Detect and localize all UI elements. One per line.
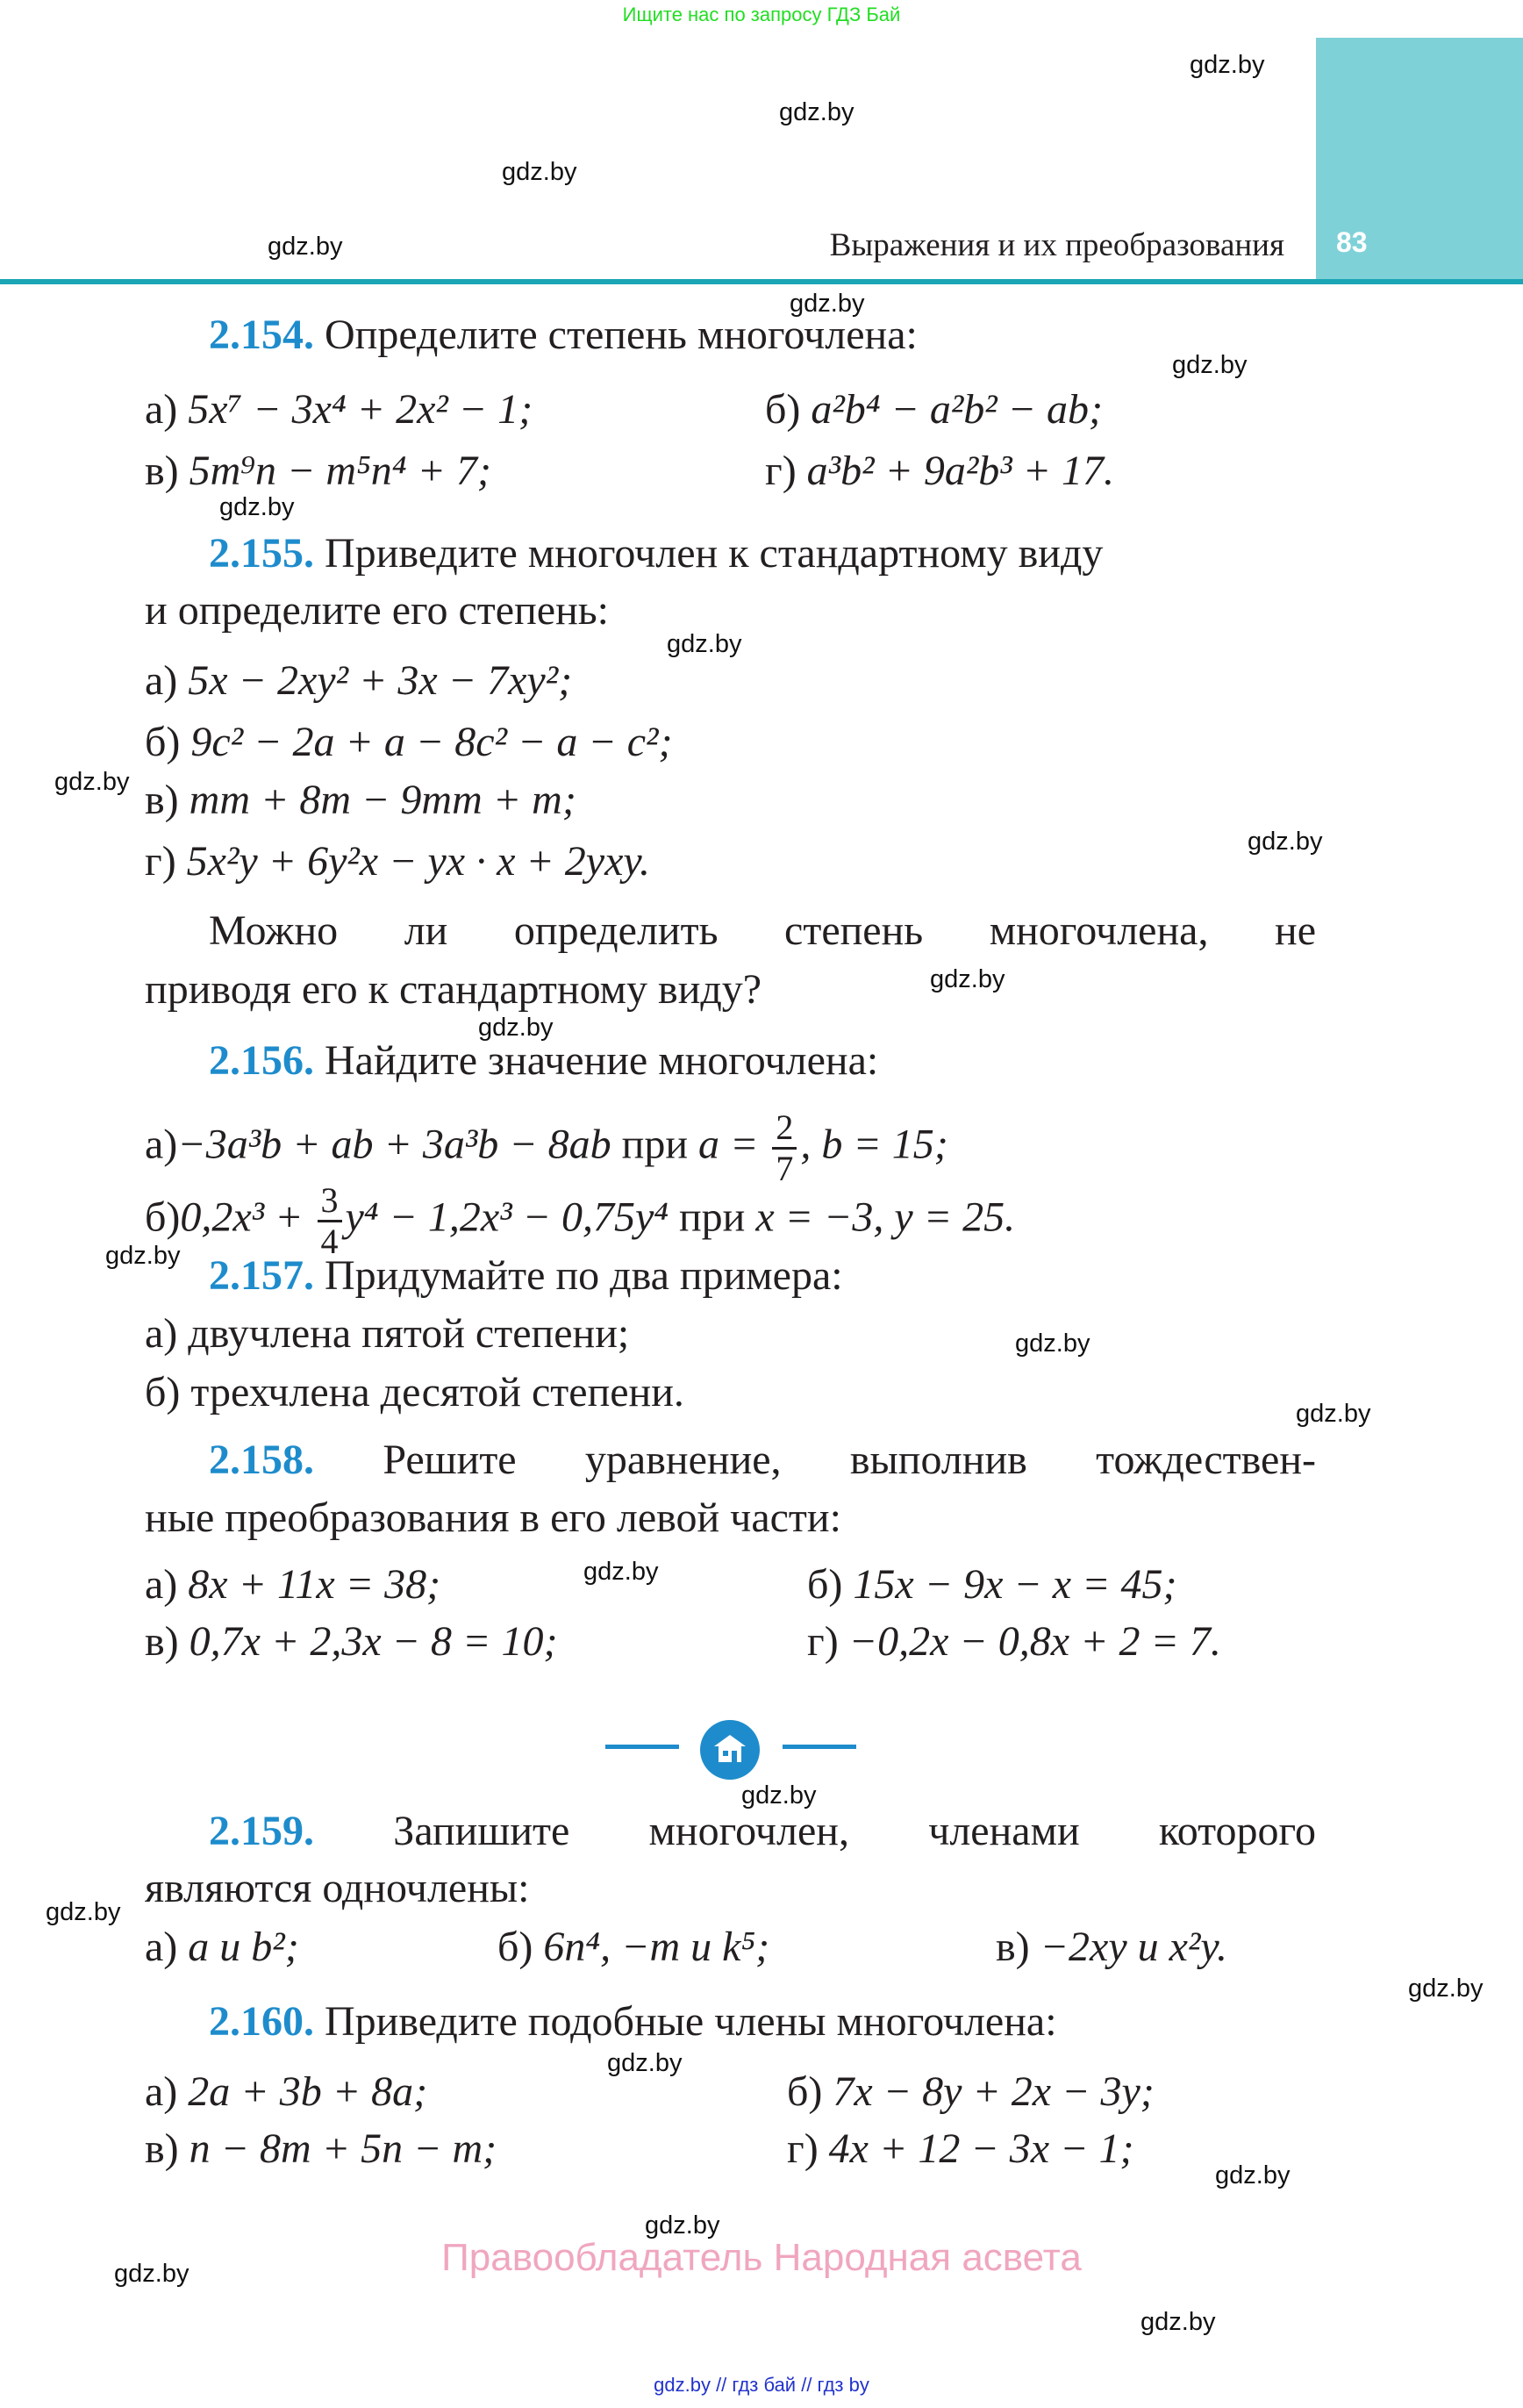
item-label: г) — [787, 2125, 819, 2172]
condition-lhs: a = — [698, 1121, 759, 1168]
item-expr: −2xy и x²y. — [1040, 1924, 1228, 1970]
watermark: gdz.by — [1172, 351, 1248, 379]
problem-2-156-title — [209, 1037, 879, 1084]
problem-text: Запишите многочлен, членами которого — [393, 1808, 1316, 1854]
item-b — [787, 2068, 1155, 2115]
item-expr: −3a³b + ab + 3a³b − 8ab — [177, 1121, 611, 1168]
problem-text: Определите степень многочлена: — [325, 312, 918, 358]
item-b — [145, 1180, 1016, 1261]
watermark: gdz.by — [1248, 828, 1323, 856]
item-a — [145, 386, 533, 433]
item-a — [145, 657, 573, 704]
denominator: 4 — [320, 1222, 339, 1261]
question-line-2: приводя его к стандартному виду? — [145, 966, 762, 1013]
item-a — [145, 1107, 948, 1188]
item-expr: 6n⁴, −m и k⁵; — [543, 1924, 770, 1970]
item-b — [145, 721, 672, 763]
problem-text: Решите уравнение, выполнив тождествен- — [383, 1437, 1316, 1483]
item-label: а) — [145, 1310, 178, 1357]
item-label: а) — [145, 1121, 178, 1168]
problem-number: 2.156. — [209, 1037, 314, 1084]
item-label: в) — [145, 2125, 179, 2172]
problem-text-cont: и определите его степень: — [145, 587, 609, 634]
problem-number: 2.159. — [209, 1808, 314, 1854]
item-b — [807, 1561, 1177, 1608]
running-title: Выражения и их преобразования — [829, 227, 1284, 263]
problem-number: 2.158. — [209, 1437, 314, 1483]
item-expr: 0,7x + 2,3x − 8 = 10; — [189, 1618, 558, 1665]
watermark: gdz.by — [1215, 2161, 1291, 2189]
condition-rest: , b = 15; — [800, 1121, 948, 1168]
fraction — [772, 1107, 797, 1188]
item-expr: 15x − 9x − x = 45; — [853, 1561, 1177, 1608]
item-expr: mm + 8m − 9mm + m; — [189, 777, 576, 823]
watermark: gdz.by — [1190, 51, 1265, 79]
item-label: а) — [145, 657, 178, 704]
watermark: gdz.by — [105, 1242, 181, 1270]
watermark: gdz.by — [930, 965, 1005, 993]
watermark: gdz.by — [667, 630, 742, 658]
item-expr: n − 8m + 5n − m; — [189, 2125, 497, 2172]
watermark: gdz.by — [645, 2211, 720, 2240]
problem-2-159-title — [209, 1810, 1316, 1853]
item-label: в) — [145, 448, 179, 494]
watermark: gdz.by — [219, 493, 295, 521]
item-label: а) — [145, 2068, 178, 2115]
item-v — [996, 1926, 1227, 1968]
item-label: а) — [145, 1561, 178, 1608]
item-label: г) — [765, 448, 797, 494]
numerator: 2 — [776, 1107, 794, 1147]
condition-word: при — [678, 1193, 746, 1241]
fraction — [318, 1180, 342, 1261]
item-expr: a²b⁴ − a²b² − ab; — [811, 386, 1104, 433]
watermark: gdz.by — [583, 1558, 659, 1586]
item-expr: 5x⁷ − 3x⁴ + 2x² − 1; — [188, 386, 533, 433]
item-expr: 2a + 3b + 8a; — [188, 2068, 428, 2115]
item-a — [145, 1926, 299, 1968]
problem-number: 2.157. — [209, 1252, 314, 1299]
item-expr: 5m⁹n − m⁵n⁴ + 7; — [189, 448, 491, 494]
item-expr: a³b² + 9a²b³ + 17. — [806, 448, 1115, 494]
watermark: gdz.by — [268, 233, 343, 261]
problem-number: 2.155. — [209, 530, 314, 577]
item-expr: 8x + 11x = 38; — [188, 1561, 441, 1608]
homework-separator — [605, 1720, 860, 1773]
problem-number: 2.160. — [209, 1998, 314, 2045]
item-label: б) — [145, 1369, 181, 1415]
item-g — [787, 2125, 1134, 2172]
problem-2-155-title — [209, 530, 1104, 577]
item-b — [765, 386, 1104, 433]
item-b — [497, 1926, 769, 1968]
footer-links[interactable]: gdz.by // гдз бай // гдз by — [654, 2374, 869, 2396]
item-label: б) — [497, 1924, 533, 1970]
item-label: б) — [145, 719, 181, 765]
item-label: б) — [765, 386, 801, 433]
problem-2-160-title — [209, 1998, 1057, 2045]
item-v — [145, 1618, 558, 1665]
watermark: gdz.by — [790, 290, 865, 318]
problem-text: Найдите значение многочлена: — [325, 1037, 879, 1084]
item-label: в) — [996, 1924, 1030, 1970]
item-expr: y⁴ − 1,2x³ − 0,75y⁴ — [345, 1193, 669, 1241]
condition: x = −3, y = 25. — [755, 1193, 1016, 1241]
item-v — [145, 779, 576, 821]
watermark: gdz.by — [502, 158, 577, 186]
header-rule — [0, 279, 1523, 284]
problem-number: 2.154. — [209, 312, 314, 358]
item-text: двучлена пятой степени; — [188, 1310, 630, 1357]
problem-text: Приведите подобные члены многочлена: — [325, 1998, 1057, 2045]
watermark: gdz.by — [1408, 1974, 1484, 2003]
numerator: 3 — [320, 1180, 339, 1220]
condition-word: при — [621, 1121, 689, 1168]
watermark: gdz.by — [54, 768, 130, 796]
problem-2-157-title — [209, 1252, 843, 1299]
question-line-1: Можно ли определить степень многочлена, не — [209, 907, 1316, 954]
item-label: а) — [145, 1924, 178, 1970]
item-a — [145, 2068, 428, 2115]
item-g — [765, 450, 1114, 492]
item-label: б) — [787, 2068, 823, 2115]
problem-text-cont: являются одночлены: — [145, 1865, 530, 1911]
item-label: г) — [145, 838, 176, 885]
problem-2-158-title — [209, 1439, 1316, 1481]
top-banner: Ищите нас по запросу ГДЗ Бай — [622, 4, 901, 25]
item-g — [807, 1618, 1221, 1665]
copyright-notice: Правообладатель Народная асвета — [441, 2236, 1082, 2279]
item-g — [145, 838, 651, 885]
item-a — [145, 1561, 441, 1608]
item-expr: 7x − 8y + 2x − 3y; — [833, 2068, 1155, 2115]
watermark: gdz.by — [607, 2049, 683, 2077]
separator-line-left — [605, 1745, 679, 1749]
item-expr: 5x − 2xy² + 3x − 7xy²; — [188, 657, 573, 704]
item-v — [145, 2125, 497, 2172]
problem-text-cont: ные преобразования в его левой части: — [145, 1494, 841, 1541]
home-icon — [700, 1720, 760, 1780]
watermark: gdz.by — [478, 1014, 554, 1042]
item-label: в) — [145, 1618, 179, 1665]
item-expr: −0,2x − 0,8x + 2 = 7. — [848, 1618, 1221, 1665]
problem-text: Придумайте по два примера: — [325, 1252, 843, 1299]
item-a — [145, 1310, 630, 1357]
item-expr: 9c² − 2a + a − 8c² − a − c²; — [190, 719, 673, 765]
page-number: 83 — [1336, 226, 1368, 258]
item-label: б) — [145, 1193, 181, 1241]
item-text: трехчлена десятой степени. — [190, 1369, 684, 1415]
item-b — [145, 1369, 684, 1415]
item-v — [145, 450, 491, 492]
watermark: gdz.by — [1015, 1329, 1090, 1358]
item-expr: a и b²; — [188, 1924, 299, 1970]
problem-2-154-title — [209, 314, 918, 356]
problem-text: Приведите многочлен к стандартному виду — [325, 530, 1104, 577]
watermark: gdz.by — [1296, 1400, 1371, 1428]
watermark: gdz.by — [114, 2260, 189, 2288]
watermark: gdz.by — [779, 98, 854, 126]
item-expr: 0,2x³ + — [180, 1193, 304, 1241]
watermark: gdz.by — [1140, 2308, 1216, 2336]
item-expr: 4x + 12 − 3x − 1; — [828, 2125, 1134, 2172]
item-label: в) — [145, 777, 179, 823]
watermark: gdz.by — [741, 1781, 817, 1810]
watermark: gdz.by — [46, 1898, 121, 1926]
item-expr: 5x²y + 6y²x − yx · x + 2yxy. — [186, 838, 651, 885]
item-label: г) — [807, 1618, 839, 1665]
denominator: 7 — [776, 1149, 794, 1188]
item-label: а) — [145, 386, 178, 433]
separator-line-right — [783, 1745, 856, 1749]
item-label: б) — [807, 1561, 843, 1608]
